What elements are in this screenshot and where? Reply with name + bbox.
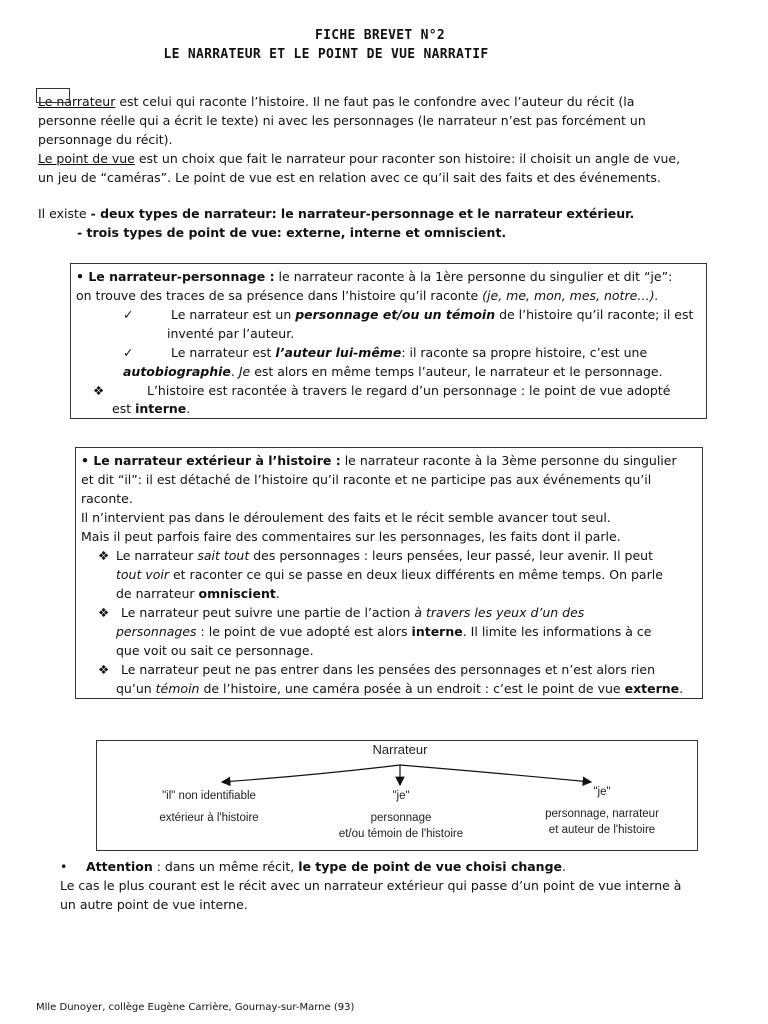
box1-check1-rest: de l’histoire qu’il raconte; il est <box>495 307 694 322</box>
pdv-def-line-2: un jeu de “caméras”. Le point de vue est en relation avec ce qu’il sait des faits et des événements. <box>38 170 661 185</box>
box2-line-2: et dit “il”: il est détaché de l’histoire qu’il raconte et ne participe pas aux événements qu’il <box>81 472 652 487</box>
attention-section <box>60 857 740 914</box>
pdv-term: Le point de vue <box>38 151 135 166</box>
box2-a-travers: à travers les yeux d’un des <box>414 605 585 620</box>
box1-diamond-line-2: est <box>112 401 136 416</box>
box2-period-1: . <box>275 586 280 601</box>
box2-externe: externe <box>624 681 680 696</box>
box1-check1-emphasis: personnage et/ou un témoin <box>295 307 496 322</box>
exist-prefix: Il existe <box>38 206 91 221</box>
attention-text: : dans un même récit, <box>152 859 299 874</box>
diagram-middle-desc-2: et/ou témoin de l'histoire <box>338 828 464 840</box>
box2-temoin: témoin <box>155 681 200 696</box>
box2-interne-rest: . Il limite les informations à ce <box>462 624 652 639</box>
narrateur-definition <box>38 92 728 149</box>
diagram-middle-desc-1: personnage <box>370 812 432 824</box>
box2-omniscient-rest: des personnages : leurs pensées, leur passé, leur avenir. Il peut <box>249 548 653 563</box>
diamond-bullet-icon: ❖ <box>98 548 110 563</box>
attention-line-2: Le cas le plus courant est le récit avec un narrateur extérieur qui passe d’un point de vue interne à <box>60 878 682 893</box>
box2-interne-text: Le narrateur peut suivre une partie de l’action <box>121 605 415 620</box>
box1-check2-emphasis: l’auteur lui-même <box>275 345 402 360</box>
title-line-2: LE NARRATEUR ET LE POINT DE VUE NARRATIF <box>163 47 489 62</box>
box2-externe-text: Le narrateur peut ne pas entrer dans les pensées des personnages et n’est alors rien <box>121 662 656 677</box>
box1-check2-sep: . <box>230 364 239 379</box>
narrateur-def-text: est celui qui raconte l’histoire. Il ne faut pas le confondre avec l’auteur du récit (la <box>115 94 635 109</box>
box1-line-2: on trouve des traces de sa présence dans l’histoire qu’il raconte <box>76 288 483 303</box>
box2-omniscient-line-2: et raconter ce qui se passe en deux lieux différents en même temps. On parle <box>169 567 663 582</box>
box2-interne-mid: : le point de vue adopté est alors <box>196 624 412 639</box>
attention-line-3: un autre point de vue interne. <box>60 897 248 912</box>
pdv-def-text: est un choix que fait le narrateur pour raconter son histoire: il choisit un angle de vue, <box>134 151 681 166</box>
diagram-right-desc-1: personnage, narrateur <box>545 808 659 820</box>
box2-externe-start: qu’un <box>116 681 156 696</box>
narrateur-def-line-3: personnage du récit). <box>38 132 173 147</box>
box2-omniscient-line-3: de narrateur <box>116 586 199 601</box>
diagram-right <box>517 784 687 838</box>
box-narrateur-personnage <box>70 263 707 419</box>
box1-interne: interne <box>135 401 187 416</box>
intro-definitions <box>38 92 728 187</box>
title-line-1: FICHE BREVET N°2 <box>314 28 446 43</box>
box2-line-3: raconte. <box>81 491 133 506</box>
box1-check2-rest: : il raconte sa propre histoire, c’est une <box>401 345 648 360</box>
box2-line-5: Mais il peut parfois faire des commentaires sur les personnages, les faits dont il parle. <box>81 529 621 544</box>
box-narrateur-exterieur <box>75 447 703 699</box>
box2-omniscient: omniscient <box>198 586 276 601</box>
diagram-middle <box>301 788 501 842</box>
diagram-title: Narrateur <box>372 742 428 757</box>
box1-check2-text: Le narrateur est <box>170 345 276 360</box>
attention-period: . <box>562 859 566 874</box>
box2-sait-tout: sait tout <box>197 548 250 563</box>
box2-interne-line-3: que voit ou sait ce personnage. <box>116 643 314 658</box>
box2-heading: • Le narrateur extérieur à l’histoire : <box>81 453 341 468</box>
box1-line-1: le narrateur raconte à la 1ère personne du singulier et dit “je”: <box>274 269 673 284</box>
box2-line-1: le narrateur raconte à la 3ème personne du singulier <box>340 453 677 468</box>
diagram-right-desc-2: et auteur de l'histoire <box>548 824 656 836</box>
arrow-right <box>400 765 591 782</box>
box2-period-2: . <box>679 681 684 696</box>
narrateur-def-line-2: personne réelle qui a écrit le texte) ni avec les personnages (le narrateur n’est pas forcément un <box>38 113 646 128</box>
check-icon: ✓ <box>123 307 134 322</box>
footer-credit: Mlle Dunoyer, collège Eugène Carrière, Gournay-sur-Marne (93) <box>36 1002 355 1013</box>
box1-check1-text: Le narrateur est un <box>170 307 296 322</box>
attention-emphasis: le type de point de vue choisi change <box>298 859 563 874</box>
diamond-bullet-icon: ❖ <box>93 383 105 398</box>
diamond-bullet-icon: ❖ <box>98 662 110 677</box>
diagram-right-label: "je" <box>593 786 611 798</box>
types-summary <box>38 204 728 242</box>
attention-bullet-icon: • <box>60 859 68 874</box>
box2-tout-voir: tout voir <box>116 567 170 582</box>
box1-line-2-examples: (je, me, mon, mes, notre…). <box>482 288 659 303</box>
attention-label: Attention <box>86 859 153 874</box>
page-title <box>0 26 768 64</box>
narrateur-term: Le narrateur <box>38 94 116 109</box>
box1-autobiographie: autobiographie <box>123 364 231 379</box>
box1-heading: • Le narrateur-personnage : <box>76 269 275 284</box>
diagram-middle-label: "je" <box>392 790 410 802</box>
diagram-left-label: "il" non identifiable <box>162 790 256 802</box>
box2-omniscient-text: Le narrateur <box>116 548 198 563</box>
diagram-left <box>119 788 299 826</box>
arrow-left <box>222 765 400 782</box>
point-de-vue-definition <box>38 149 728 187</box>
box1-je: Je <box>238 364 251 379</box>
box1-check2-line-2: est alors en même temps l’auteur, le narrateur et le personnage. <box>250 364 663 379</box>
narrateur-diagram <box>96 740 698 851</box>
check-icon: ✓ <box>123 345 134 360</box>
box1-period: . <box>186 401 191 416</box>
types-point-de-vue: - trois types de point de vue: externe, interne et omniscient. <box>77 225 507 240</box>
diagram-left-desc: extérieur à l'histoire <box>159 812 259 824</box>
box2-externe-mid: de l’histoire, une caméra posée à un endroit : c’est le point de vue <box>199 681 625 696</box>
box1-check1-line-2: inventé par l’auteur. <box>167 326 295 341</box>
types-narrateur: - deux types de narrateur: le narrateur-personnage et le narrateur extérieur. <box>90 206 635 221</box>
box2-interne: interne <box>411 624 463 639</box>
box1-diamond-text: L’histoire est racontée à travers le regard d’un personnage : le point de vue adopté <box>146 383 671 398</box>
corner-box-icon <box>36 88 70 103</box>
box2-line-4: Il n’intervient pas dans le déroulement des faits et le récit semble avancer tout seul. <box>81 510 611 525</box>
box2-personnages: personnages <box>116 624 197 639</box>
diamond-bullet-icon: ❖ <box>98 605 110 620</box>
